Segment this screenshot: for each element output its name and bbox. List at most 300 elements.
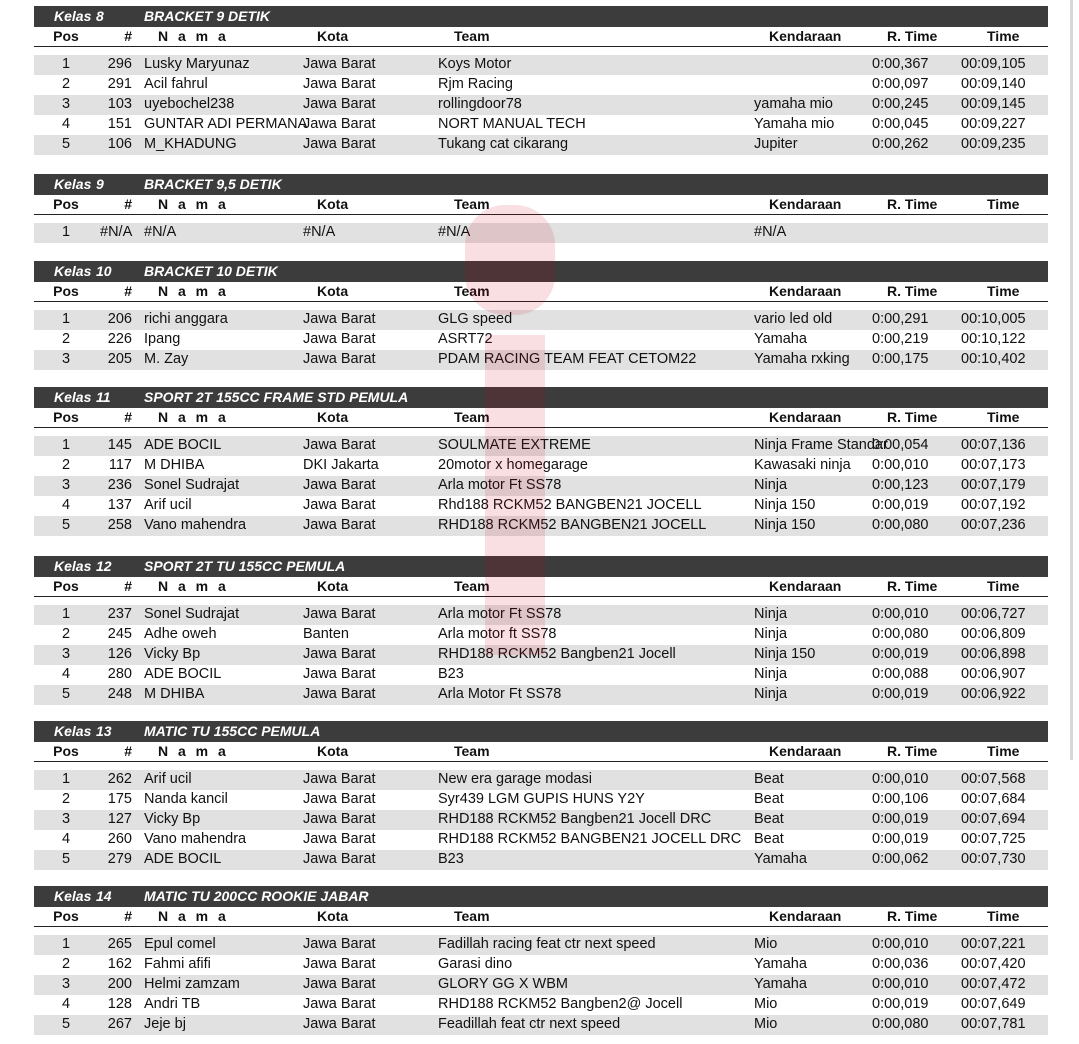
cell-kota: Jawa Barat [303, 116, 376, 132]
cell-no: 291 [107, 76, 132, 92]
cell-kota: Jawa Barat [303, 811, 376, 827]
column-headers [34, 907, 1048, 927]
column-header-nama: N a m a [158, 743, 229, 759]
cell-team: GLORY GG X WBM [438, 976, 568, 992]
cell-no: 106 [107, 136, 132, 152]
page-edge [1070, 0, 1073, 760]
table-row [34, 790, 1048, 810]
cell-nama: M DHIBA [144, 686, 205, 702]
kelas-title: SPORT 2T 155CC FRAME STD PEMULA [144, 389, 409, 405]
cell-kendaraan: Ninja [754, 626, 788, 642]
kelas-header [34, 174, 1048, 195]
kelas-label: Kelas [54, 263, 92, 279]
cell-team: NORT MANUAL TECH [438, 116, 586, 132]
column-header-rtime: R. Time [887, 908, 938, 924]
cell-pos: 1 [61, 606, 71, 622]
table-row [34, 685, 1048, 705]
column-header-team: Team [454, 28, 490, 44]
kelas-number: 12 [96, 558, 112, 574]
cell-time: 00:07,192 [961, 497, 1026, 513]
kelas-header [34, 6, 1048, 27]
cell-nama: Helmi zamzam [144, 976, 240, 992]
cell-rtime: 0:00,219 [872, 331, 929, 347]
cell-kendaraan: Ninja Frame Standar [754, 437, 888, 453]
cell-time: 00:07,684 [961, 791, 1026, 807]
cell-kendaraan: Ninja 150 [754, 517, 816, 533]
cell-team: Rjm Racing [438, 76, 513, 92]
cell-kendaraan: Ninja [754, 686, 788, 702]
table-row [34, 436, 1048, 456]
cell-nama: GUNTAR ADI PERMANA [144, 116, 308, 132]
cell-kota: Jawa Barat [303, 1016, 376, 1032]
cell-pos: 2 [61, 626, 71, 642]
column-header-rtime: R. Time [887, 283, 938, 299]
cell-pos: 5 [61, 136, 71, 152]
cell-nama: Nanda kancil [144, 791, 228, 807]
cell-kendaraan: Beat [754, 831, 784, 847]
cell-pos: 3 [61, 811, 71, 827]
kelas-section [34, 174, 1048, 243]
column-header-team: Team [454, 409, 490, 425]
cell-kota: Jawa Barat [303, 311, 376, 327]
table-row [34, 955, 1048, 975]
column-header-no: # [124, 28, 132, 44]
cell-no: 151 [107, 116, 132, 132]
column-header-rtime: R. Time [887, 578, 938, 594]
column-header-kota: Kota [317, 283, 349, 299]
column-header-pos: Pos [53, 908, 79, 924]
column-header-pos: Pos [53, 28, 79, 44]
column-header-rtime: R. Time [887, 196, 938, 212]
table-row [34, 456, 1048, 476]
table-row [34, 350, 1048, 370]
cell-nama: Vicky Bp [144, 646, 201, 662]
cell-kendaraan: Yamaha [754, 851, 807, 867]
cell-time: 00:07,420 [961, 956, 1026, 972]
column-header-no: # [124, 743, 132, 759]
cell-no: 126 [107, 646, 132, 662]
cell-no: 145 [107, 437, 132, 453]
cell-nama: ADE BOCIL [144, 851, 222, 867]
cell-kendaraan: vario led old [754, 311, 833, 327]
cell-nama: ADE BOCIL [144, 666, 222, 682]
cell-no: 200 [107, 976, 132, 992]
cell-time: 00:07,179 [961, 477, 1026, 493]
cell-kendaraan: Yamaha [754, 331, 807, 347]
column-header-kendaraan: Kendaraan [769, 196, 842, 212]
cell-kota: Jawa Barat [303, 956, 376, 972]
cell-kota: Jawa Barat [303, 831, 376, 847]
cell-rtime: 0:00,054 [872, 437, 929, 453]
cell-nama: Lusky Maryunaz [144, 56, 250, 72]
cell-pos: 2 [61, 956, 71, 972]
column-header-kendaraan: Kendaraan [769, 908, 842, 924]
kelas-header [34, 886, 1048, 907]
cell-kendaraan: Ninja [754, 606, 788, 622]
column-headers [34, 27, 1048, 47]
cell-pos: 1 [61, 936, 71, 952]
cell-rtime: 0:00,019 [872, 831, 929, 847]
cell-kota: Jawa Barat [303, 686, 376, 702]
cell-no: 262 [107, 771, 132, 787]
cell-time: 00:10,402 [961, 351, 1026, 367]
column-header-no: # [124, 283, 132, 299]
table-row [34, 665, 1048, 685]
cell-pos: 2 [61, 457, 71, 473]
cell-time: 00:07,649 [961, 996, 1026, 1012]
column-header-time: Time [987, 743, 1020, 759]
cell-no: 226 [107, 331, 132, 347]
column-header-time: Time [987, 196, 1020, 212]
cell-kota: Jawa Barat [303, 517, 376, 533]
cell-no: #N/A [100, 224, 133, 240]
kelas-number: 8 [96, 8, 104, 24]
table-row [34, 830, 1048, 850]
cell-kota: Jawa Barat [303, 666, 376, 682]
cell-rtime: 0:00,088 [872, 666, 929, 682]
table-row [34, 223, 1048, 243]
cell-team: RHD188 RCKM52 Bangben2@ Jocell [438, 996, 683, 1012]
cell-pos: 3 [61, 646, 71, 662]
cell-rtime: 0:00,010 [872, 606, 929, 622]
cell-pos: 4 [61, 116, 71, 132]
cell-nama: richi anggara [144, 311, 228, 327]
column-headers [34, 742, 1048, 762]
cell-nama: Fahmi afifi [144, 956, 211, 972]
cell-kota: Jawa Barat [303, 771, 376, 787]
cell-team: #N/A [438, 224, 471, 240]
cell-nama: Arif ucil [144, 497, 192, 513]
cell-team: PDAM RACING TEAM FEAT CETOM22 [438, 351, 697, 367]
cell-team: GLG speed [438, 311, 513, 327]
cell-no: 137 [107, 497, 132, 513]
cell-kota: Jawa Barat [303, 936, 376, 952]
cell-team: 20motor x homegarage [438, 457, 588, 473]
cell-kendaraan: Yamaha [754, 976, 807, 992]
cell-kota: Jawa Barat [303, 351, 376, 367]
cell-nama: Sonel Sudrajat [144, 477, 240, 493]
cell-time: 00:07,568 [961, 771, 1026, 787]
table-row [34, 95, 1048, 115]
cell-rtime: 0:00,010 [872, 457, 929, 473]
cell-team: Garasi dino [438, 956, 513, 972]
cell-rtime: 0:00,036 [872, 956, 929, 972]
cell-rtime: 0:00,097 [872, 76, 929, 92]
cell-pos: 2 [61, 331, 71, 347]
cell-no: 175 [107, 791, 132, 807]
cell-no: 258 [107, 517, 132, 533]
cell-no: 260 [107, 831, 132, 847]
cell-team: RHD188 RCKM52 BANGBEN21 JOCELL DRC [438, 831, 742, 847]
table-row [34, 645, 1048, 665]
cell-kendaraan: Mio [754, 1016, 778, 1032]
cell-pos: 4 [61, 996, 71, 1012]
cell-no: 236 [107, 477, 132, 493]
cell-kendaraan: Yamaha rxking [754, 351, 850, 367]
cell-kendaraan: Beat [754, 811, 784, 827]
cell-pos: 1 [61, 771, 71, 787]
cell-nama: Ipang [144, 331, 181, 347]
cell-kendaraan: Yamaha mio [754, 116, 835, 132]
cell-kota: Jawa Barat [303, 56, 376, 72]
cell-time: 00:07,173 [961, 457, 1026, 473]
cell-no: 128 [107, 996, 132, 1012]
kelas-title: BRACKET 9,5 DETIK [144, 176, 282, 192]
column-header-time: Time [987, 283, 1020, 299]
cell-time: 00:09,227 [961, 116, 1026, 132]
kelas-title: BRACKET 10 DETIK [144, 263, 278, 279]
column-header-kendaraan: Kendaraan [769, 743, 842, 759]
cell-nama: M DHIBA [144, 457, 205, 473]
cell-kota: Jawa Barat [303, 606, 376, 622]
kelas-number: 14 [96, 888, 112, 904]
cell-kendaraan: Kawasaki ninja [754, 457, 851, 473]
kelas-header [34, 387, 1048, 408]
cell-rtime: 0:00,010 [872, 936, 929, 952]
table-row [34, 135, 1048, 155]
cell-rtime: 0:00,106 [872, 791, 929, 807]
cell-rtime: 0:00,045 [872, 116, 929, 132]
cell-time: 00:06,907 [961, 666, 1026, 682]
table-row [34, 115, 1048, 135]
cell-kendaraan: Ninja [754, 666, 788, 682]
column-header-kota: Kota [317, 743, 349, 759]
column-headers [34, 195, 1048, 215]
kelas-title: MATIC TU 155CC PEMULA [144, 723, 321, 739]
cell-time: 00:07,472 [961, 976, 1026, 992]
column-header-nama: N a m a [158, 578, 229, 594]
kelas-label: Kelas [54, 8, 92, 24]
cell-team: B23 [438, 666, 464, 682]
kelas-header [34, 721, 1048, 742]
kelas-section [34, 387, 1048, 536]
cell-team: Koys Motor [438, 56, 512, 72]
cell-pos: 3 [61, 96, 71, 112]
column-header-time: Time [987, 409, 1020, 425]
column-header-no: # [124, 196, 132, 212]
column-header-rtime: R. Time [887, 743, 938, 759]
cell-nama: M_KHADUNG [144, 136, 237, 152]
cell-kota: Jawa Barat [303, 437, 376, 453]
kelas-number: 11 [96, 389, 111, 405]
cell-kendaraan: Beat [754, 771, 784, 787]
table-row [34, 975, 1048, 995]
column-header-time: Time [987, 28, 1020, 44]
cell-kendaraan: Ninja 150 [754, 646, 816, 662]
kelas-label: Kelas [54, 558, 92, 574]
cell-nama: Acil fahrul [144, 76, 208, 92]
cell-time: 00:07,221 [961, 936, 1026, 952]
cell-team: Syr439 LGM GUPIS HUNS Y2Y [438, 791, 645, 807]
kelas-number: 13 [96, 723, 112, 739]
cell-team: rollingdoor78 [438, 96, 522, 112]
kelas-label: Kelas [54, 723, 92, 739]
cell-team: SOULMATE EXTREME [438, 437, 591, 453]
cell-time: 00:07,725 [961, 831, 1026, 847]
cell-team: New era garage modasi [438, 771, 592, 787]
cell-pos: 4 [61, 497, 71, 513]
cell-nama: uyebochel238 [144, 96, 235, 112]
kelas-label: Kelas [54, 176, 92, 192]
cell-nama: Epul comel [144, 936, 216, 952]
cell-pos: 3 [61, 976, 71, 992]
kelas-label: Kelas [54, 389, 92, 405]
column-header-kota: Kota [317, 409, 349, 425]
cell-no: 248 [107, 686, 132, 702]
cell-pos: 1 [61, 311, 71, 327]
cell-kendaraan: yamaha mio [754, 96, 833, 112]
cell-nama: Sonel Sudrajat [144, 606, 240, 622]
cell-nama: #N/A [144, 224, 177, 240]
cell-rtime: 0:00,019 [872, 686, 929, 702]
cell-kota: Jawa Barat [303, 96, 376, 112]
cell-kendaraan: Yamaha [754, 956, 807, 972]
table-row [34, 496, 1048, 516]
cell-time: 00:06,898 [961, 646, 1026, 662]
column-header-pos: Pos [53, 409, 79, 425]
cell-kota: Jawa Barat [303, 76, 376, 92]
cell-pos: 1 [61, 56, 71, 72]
cell-kota: #N/A [303, 224, 336, 240]
column-header-kendaraan: Kendaraan [769, 409, 842, 425]
cell-pos: 5 [61, 1016, 71, 1032]
table-row [34, 995, 1048, 1015]
column-header-no: # [124, 578, 132, 594]
kelas-title: BRACKET 9 DETIK [144, 8, 271, 24]
column-header-time: Time [987, 908, 1020, 924]
cell-nama: Vano mahendra [144, 517, 247, 533]
table-row [34, 625, 1048, 645]
cell-nama: Jeje bj [144, 1016, 186, 1032]
cell-team: Arla motor ft SS78 [438, 626, 557, 642]
cell-pos: 5 [61, 686, 71, 702]
cell-kendaraan: Beat [754, 791, 784, 807]
cell-rtime: 0:00,010 [872, 771, 929, 787]
table-row [34, 1015, 1048, 1035]
cell-time: 00:06,727 [961, 606, 1026, 622]
column-header-nama: N a m a [158, 908, 229, 924]
column-headers [34, 282, 1048, 302]
cell-pos: 2 [61, 76, 71, 92]
cell-team: Rhd188 RCKM52 BANGBEN21 JOCELL [438, 497, 702, 513]
cell-kota: DKI Jakarta [303, 457, 379, 473]
column-header-kota: Kota [317, 578, 349, 594]
cell-no: 206 [107, 311, 132, 327]
cell-kota: Jawa Barat [303, 976, 376, 992]
cell-rtime: 0:00,019 [872, 497, 929, 513]
column-header-kendaraan: Kendaraan [769, 283, 842, 299]
cell-nama: Vicky Bp [144, 811, 201, 827]
cell-kendaraan: Mio [754, 996, 778, 1012]
cell-pos: 3 [61, 477, 71, 493]
cell-pos: 5 [61, 851, 71, 867]
cell-no: 117 [108, 457, 132, 473]
column-header-team: Team [454, 196, 490, 212]
cell-rtime: 0:00,019 [872, 811, 929, 827]
kelas-header [34, 261, 1048, 282]
column-header-team: Team [454, 743, 490, 759]
table-row [34, 770, 1048, 790]
cell-team: Arla Motor Ft SS78 [438, 686, 562, 702]
cell-kota: Jawa Barat [303, 851, 376, 867]
cell-kota: Jawa Barat [303, 497, 376, 513]
cell-time: 00:10,005 [961, 311, 1026, 327]
table-row [34, 55, 1048, 75]
column-header-rtime: R. Time [887, 28, 938, 44]
cell-team: Arla motor Ft SS78 [438, 606, 562, 622]
cell-no: 267 [107, 1016, 132, 1032]
cell-kendaraan: #N/A [754, 224, 787, 240]
table-row [34, 605, 1048, 625]
cell-rtime: 0:00,367 [872, 56, 929, 72]
cell-team: B23 [438, 851, 464, 867]
cell-team: Arla motor Ft SS78 [438, 477, 562, 493]
kelas-section [34, 556, 1048, 705]
cell-time: 00:07,694 [961, 811, 1026, 827]
cell-time: 00:07,236 [961, 517, 1026, 533]
kelas-number: 10 [96, 263, 112, 279]
cell-kendaraan: Ninja 150 [754, 497, 816, 513]
cell-kota: Banten [303, 626, 349, 642]
column-header-pos: Pos [53, 196, 79, 212]
column-header-nama: N a m a [158, 28, 229, 44]
cell-time: 00:07,136 [961, 437, 1026, 453]
cell-rtime: 0:00,080 [872, 517, 929, 533]
column-headers [34, 408, 1048, 428]
cell-rtime: 0:00,123 [872, 477, 929, 493]
cell-kota: Jawa Barat [303, 136, 376, 152]
cell-team: Feadillah feat ctr next speed [438, 1016, 621, 1032]
column-header-no: # [124, 409, 132, 425]
cell-pos: 1 [61, 224, 71, 240]
cell-no: 280 [107, 666, 132, 682]
kelas-section [34, 721, 1048, 870]
cell-pos: 5 [61, 517, 71, 533]
cell-pos: 4 [61, 831, 71, 847]
table-row [34, 75, 1048, 95]
cell-time: 00:09,145 [961, 96, 1026, 112]
column-header-rtime: R. Time [887, 409, 938, 425]
cell-pos: 3 [61, 351, 71, 367]
cell-kota: Jawa Barat [303, 331, 376, 347]
column-header-team: Team [454, 908, 490, 924]
kelas-title: MATIC TU 200CC ROOKIE JABAR [144, 888, 369, 904]
kelas-title: SPORT 2T TU 155CC PEMULA [144, 558, 346, 574]
cell-rtime: 0:00,010 [872, 976, 929, 992]
cell-team: Tukang cat cikarang [438, 136, 569, 152]
cell-time: 00:07,781 [961, 1016, 1026, 1032]
column-header-nama: N a m a [158, 409, 229, 425]
cell-no: 265 [107, 936, 132, 952]
kelas-number: 9 [96, 176, 104, 192]
cell-rtime: 0:00,262 [872, 136, 929, 152]
cell-rtime: 0:00,019 [872, 996, 929, 1012]
column-header-kendaraan: Kendaraan [769, 578, 842, 594]
cell-kota: Jawa Barat [303, 791, 376, 807]
table-row [34, 476, 1048, 496]
table-row [34, 310, 1048, 330]
cell-nama: Vano mahendra [144, 831, 247, 847]
kelas-section [34, 6, 1048, 155]
column-header-kota: Kota [317, 28, 349, 44]
column-header-team: Team [454, 283, 490, 299]
cell-pos: 1 [61, 437, 71, 453]
cell-no: 237 [107, 606, 132, 622]
cell-time: 00:06,809 [961, 626, 1026, 642]
column-header-no: # [124, 908, 132, 924]
cell-team: Fadillah racing feat ctr next speed [438, 936, 656, 952]
cell-no: 296 [107, 56, 132, 72]
